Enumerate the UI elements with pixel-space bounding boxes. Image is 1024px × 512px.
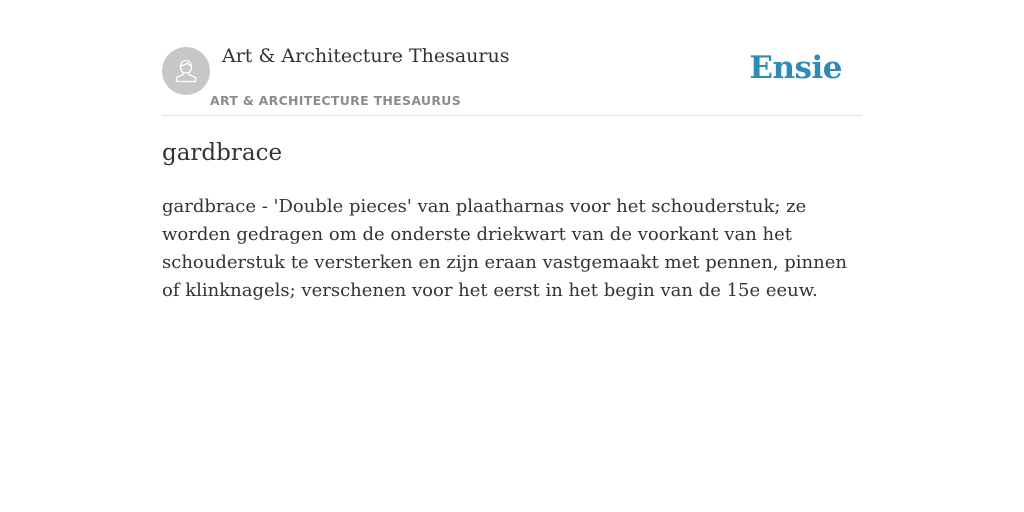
author-subtitle[interactable]: ART & ARCHITECTURE THESAURUS xyxy=(210,93,462,108)
entry-definition: gardbrace - 'Double pieces' van plaatharnas voor het schouderstuk; ze worden gedragen om de onderste driekwart van de voorkant van het schouderstuk te versterken en zijn eraan vastgemaakt met pennen, pinnen of klinknagels; verschenen voor het eerst in het begin van de 15e eeuw. xyxy=(162,196,847,301)
content-container xyxy=(162,0,862,301)
entry-title: gardbrace xyxy=(162,140,283,166)
avatar[interactable] xyxy=(162,47,210,95)
author-name[interactable]: Art & Architecture Thesaurus xyxy=(222,45,510,67)
ensie-logo[interactable]: Ensie xyxy=(749,50,842,86)
user-placeholder-icon xyxy=(171,56,201,86)
entry-header xyxy=(162,0,862,116)
